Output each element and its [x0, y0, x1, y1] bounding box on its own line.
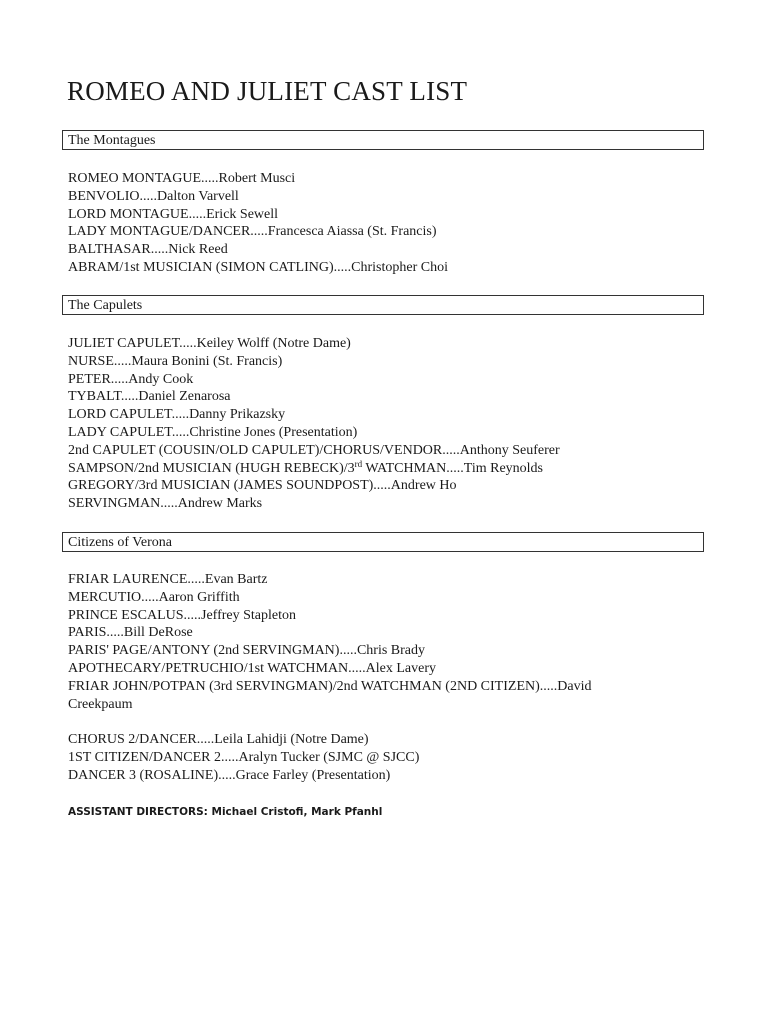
cast-entry: DANCER 3 (ROSALINE).....Grace Farley (Presentation)	[68, 767, 391, 783]
cast-entry: SERVINGMAN.....Andrew Marks	[68, 496, 263, 512]
ordinal-superscript: rd	[354, 458, 363, 469]
cast-entry: 2nd CAPULET (COUSIN/OLD CAPULET)/CHORUS/VENDOR.....Anthony Seuferer	[68, 442, 560, 458]
cast-entry-text: SAMPSON/2nd MUSICIAN (HUGH REBECK)/3	[68, 460, 355, 476]
cast-entry: PARIS' PAGE/ANTONY (2nd SERVINGMAN).....Chris Brady	[68, 643, 426, 659]
cast-entry-sampson	[68, 460, 708, 478]
cast-entry: ROMEO MONTAGUE.....Robert Musci	[68, 171, 296, 186]
cast-entry: PETER.....Andy Cook	[68, 371, 194, 387]
cast-entry: CHORUS 2/DANCER.....Leila Lahidji (Notre Dame)	[68, 732, 369, 748]
capulets-cast-list	[68, 335, 708, 513]
cast-entry: LORD CAPULET.....Danny Prikazsky	[68, 407, 286, 423]
cast-entry: PRINCE ESCALUS.....Jeffrey Stapleton	[68, 607, 297, 623]
montagues-cast-list	[68, 170, 708, 277]
spacer	[68, 713, 708, 731]
cast-entry: TYBALT.....Daniel Zenarosa	[68, 389, 231, 405]
citizens-cast-list	[68, 571, 708, 785]
cast-entry-text: WATCHMAN.....Tim Reynolds	[362, 460, 544, 476]
cast-entry: FRIAR LAURENCE.....Evan Bartz	[68, 572, 268, 587]
cast-entry: JULIET CAPULET.....Keiley Wolff (Notre Dame)	[68, 336, 351, 351]
cast-entry: ABRAM/1st MUSICIAN (SIMON CATLING).....Christopher Choi	[68, 259, 448, 275]
cast-entry: GREGORY/3rd MUSICIAN (JAMES SOUNDPOST).....Andrew Ho	[68, 478, 457, 494]
cast-entry: BENVOLIO.....Dalton Varvell	[68, 188, 239, 204]
cast-entry: MERCUTIO.....Aaron Griffith	[68, 589, 240, 605]
section-heading-capulets: The Capulets	[62, 295, 704, 315]
cast-entry: BALTHASAR.....Nick Reed	[68, 242, 228, 258]
cast-entry: APOTHECARY/PETRUCHIO/1st WATCHMAN.....Alex Lavery	[68, 660, 437, 676]
section-heading-montagues: The Montagues	[62, 130, 704, 150]
assistant-directors: ASSISTANT DIRECTORS: Michael Cristofi, Mark Pfanhl	[68, 806, 383, 818]
cast-entry: LORD MONTAGUE.....Erick Sewell	[68, 206, 279, 222]
document-title: ROMEO AND JULIET CAST LIST	[67, 76, 468, 106]
cast-entry: NURSE.....Maura Bonini (St. Francis)	[68, 353, 283, 369]
cast-entry: 1ST CITIZEN/DANCER 2.....Aralyn Tucker (SJMC @ SJCC)	[68, 749, 420, 765]
cast-entry: FRIAR JOHN/POTPAN (3rd SERVINGMAN)/2nd WATCHMAN (2ND CITIZEN).....David Creekpaum	[68, 678, 592, 712]
cast-entry: LADY MONTAGUE/DANCER.....Francesca Aiassa (St. Francis)	[68, 224, 437, 240]
section-heading-citizens-of-verona: Citizens of Verona	[62, 532, 704, 552]
cast-entry: PARIS.....Bill DeRose	[68, 625, 193, 641]
cast-entry: LADY CAPULET.....Christine Jones (Presentation)	[68, 424, 358, 440]
